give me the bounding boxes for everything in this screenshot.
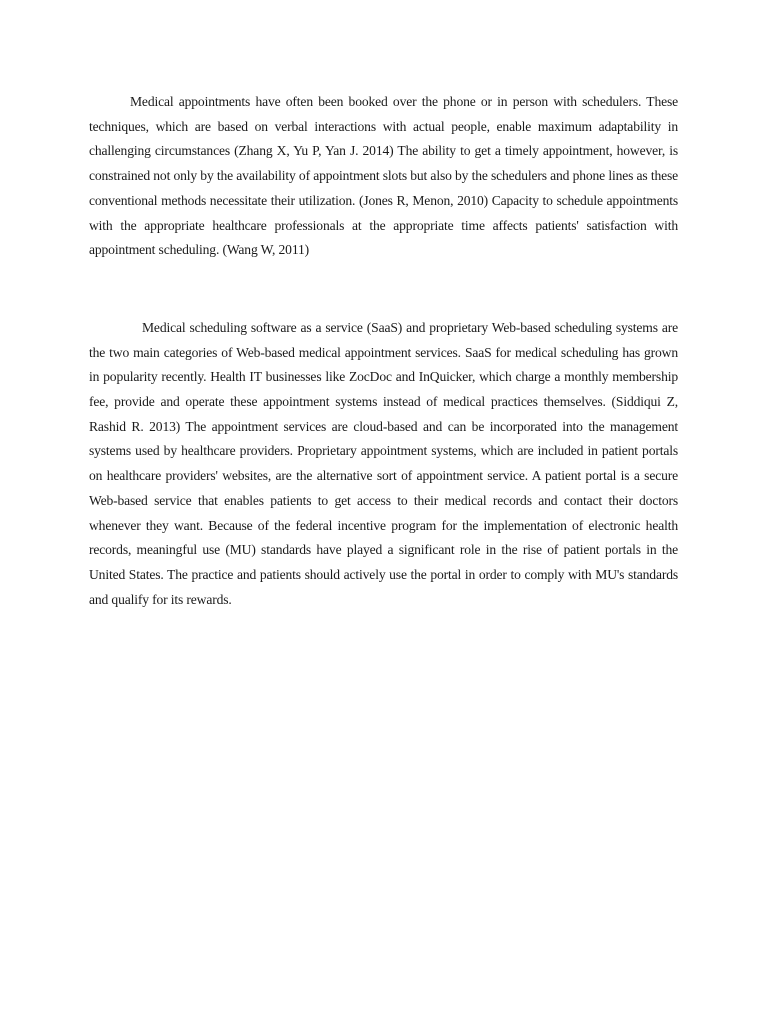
body-paragraph-2: Medical scheduling software as a service (SaaS) and proprietary Web-based scheduling systems are the two main categories of Web-based medical appointment services. SaaS for medical scheduling has grown in popularity recently. Health IT businesses like ZocDoc and InQuicker, which charge a monthly membership fee, provide and operate these appointment systems instead of medical practices themselves. (Siddiqui Z, Rashid R. 2013) The appointment services are cloud-based and can be incorporated into the management systems used by healthcare providers. Proprietary appointment systems, which are included in patient portals on healthcare providers' websites, are the alternative sort of appointment service. A patient portal is a secure Web-based service that enables patients to get access to their medical records and contact their doctors whenever they want. Because of the federal incentive program for the implementation of electronic health records, meaningful use (MU) standards have played a significant role in the rise of patient portals in the United States. The practice and patients should actively use the portal in order to comply with MU's standards and qualify for its rewards. bbox=[89, 319, 678, 607]
body-paragraph-1: Medical appointments have often been booked over the phone or in person with schedulers. These techniques, which are based on verbal interactions with actual people, enable maximum adaptability in challenging circumstances (Zhang X, Yu P, Yan J. 2014) The ability to get a timely appointment, however, is constrained not only by the availability of appointment slots but also by the schedulers and phone lines as these conventional methods necessitate their utilization. (Jones R, Menon, 2010) Capacity to schedule appointments with the appropriate healthcare professionals at the appropriate time affects patients' satisfaction with appointment scheduling. (Wang W, 2011) bbox=[89, 94, 678, 258]
